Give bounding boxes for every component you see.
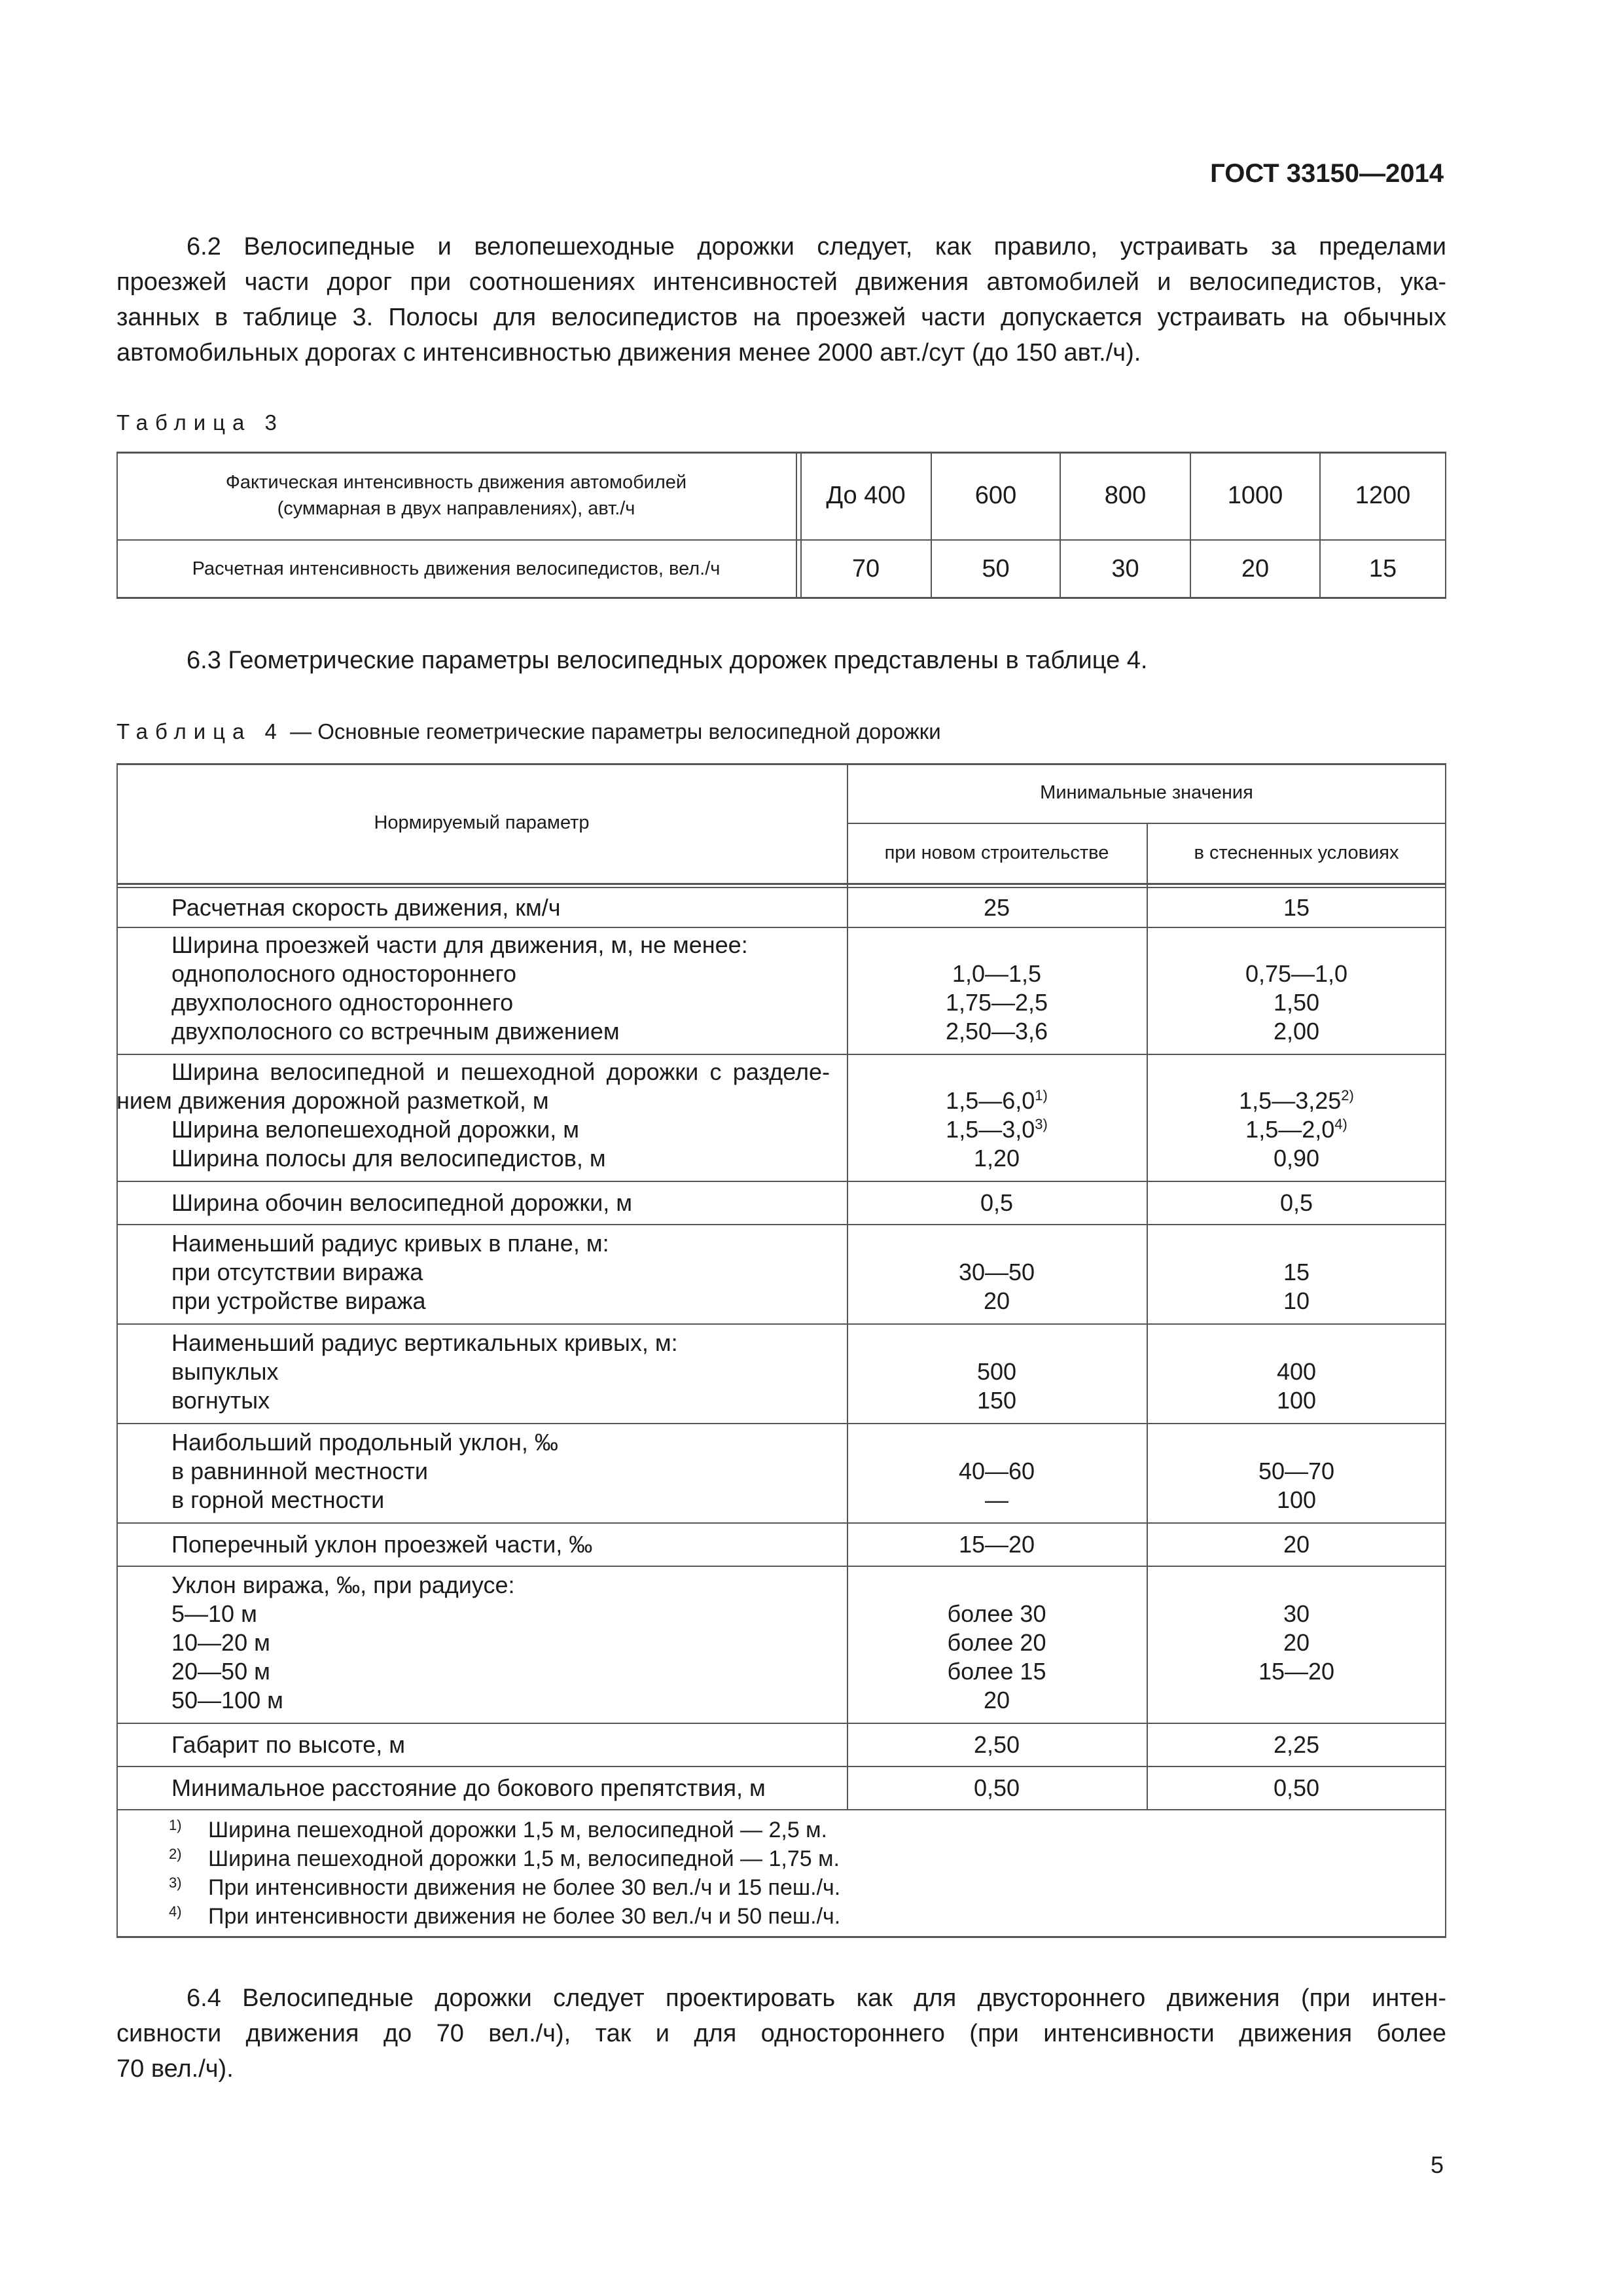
table-cell: 20 xyxy=(1241,554,1270,583)
footnote xyxy=(169,1844,840,1873)
cell-text: 5—10 м xyxy=(171,1600,257,1627)
cell-text xyxy=(847,1428,1147,1457)
table-3-caption: Таблица 3 xyxy=(116,410,284,435)
cell-text xyxy=(1147,1686,1446,1715)
para-line: сивности движения до 70 вел./ч), так и для одностороннего (при интенсивности движения более xyxy=(116,2020,1446,2047)
cell-text: 0,90 xyxy=(1273,1145,1320,1172)
page-number: 5 xyxy=(1430,2151,1444,2178)
paragraph-6-2 xyxy=(116,229,1446,370)
cell-text xyxy=(1147,1428,1446,1457)
cell-text: Ширина велопешеходной дорожки, м xyxy=(171,1116,579,1143)
cell-text: более 30 xyxy=(947,1600,1046,1627)
cell-text: Ширина велосипедной и пешеходной дорожки с разделе- xyxy=(171,1058,830,1085)
cell-text: 50—100 м xyxy=(171,1687,283,1713)
cell-text: 15 xyxy=(1283,1259,1310,1285)
cell-text: Ширина проезжей части для движения, м, не менее: xyxy=(171,931,748,958)
cell-text: 0,75—1,0 xyxy=(1245,960,1348,987)
cell-text: 10—20 м xyxy=(171,1629,270,1656)
footnote xyxy=(169,1873,840,1902)
cell-text: 20 xyxy=(1283,1531,1310,1558)
cell-text: 20 xyxy=(983,1287,1010,1314)
cell-text: Расчетная скорость движения, км/ч xyxy=(171,894,561,921)
cell-text: 500 xyxy=(976,1358,1017,1385)
table-3 xyxy=(116,452,1446,599)
column-header-min-values: Минимальные значения xyxy=(1040,782,1253,803)
para-line: занных в таблице 3. Полосы для велосипедистов на проезжей части допускается устраивать на обычных xyxy=(116,304,1446,331)
column-header-new-construction: при новом строительстве xyxy=(884,842,1109,863)
cell-text: двухполосного со встречным движением xyxy=(171,1018,620,1045)
cell-text: двухполосного одностороннего xyxy=(171,989,514,1016)
cell-text: Поперечный уклон проезжей части, ‰ xyxy=(171,1531,593,1558)
table-4-caption-title: — Основные геометрические параметры велосипедной дорожки xyxy=(283,719,941,744)
footnote-number: 2) xyxy=(169,1846,182,1862)
footnote-text: Ширина пешеходной дорожки 1,5 м, велосипедной — 2,5 м. xyxy=(208,1818,828,1842)
para-line: 6.2 Велосипедные и велопешеходные дорожки следует, как правило, устраивать за пределами xyxy=(187,233,1446,260)
cell-text: при устройстве виража xyxy=(171,1287,426,1314)
cell-text: выпуклых xyxy=(171,1358,279,1385)
cell-text: 30—50 xyxy=(958,1259,1035,1285)
cell-text xyxy=(1147,1229,1446,1258)
para-line: 6.4 Велосипедные дорожки следует проектировать как для двустороннего движения (при интен- xyxy=(187,1984,1446,2012)
cell-text: 2,50—3,6 xyxy=(945,1018,1048,1045)
cell-text: 2,00 xyxy=(1273,1018,1320,1045)
footnote-ref: 3) xyxy=(1035,1116,1048,1132)
cell-text: 0,50 xyxy=(1273,1774,1320,1801)
footnote-text: При интенсивности движения не более 30 вел./ч и 50 пеш./ч. xyxy=(208,1904,841,1929)
table-4-caption xyxy=(116,717,941,746)
cell-text xyxy=(1147,1571,1446,1600)
cell-text xyxy=(847,1058,1147,1086)
column-header-param: Нормируемый параметр xyxy=(374,812,590,833)
cell-text: вогнутых xyxy=(171,1387,270,1414)
cell-text: — xyxy=(985,1486,1008,1513)
label-line: Фактическая интенсивность движения автомобилей xyxy=(225,472,687,493)
cell-text xyxy=(847,1571,1147,1600)
cell-text: 1,5—6,0 xyxy=(946,1087,1035,1114)
cell-text: Наименьший радиус вертикальных кривых, м: xyxy=(171,1329,678,1356)
cell-text: 40—60 xyxy=(958,1458,1035,1484)
cell-text: 1,20 xyxy=(973,1145,1020,1172)
cell-text: 0,50 xyxy=(973,1774,1020,1801)
table-cell: 70 xyxy=(851,554,880,583)
cell-text: при отсутствии виража xyxy=(171,1259,423,1285)
cell-text: 15—20 xyxy=(958,1531,1035,1558)
cell-text xyxy=(1147,1058,1446,1086)
cell-text: Ширина полосы для велосипедистов, м xyxy=(171,1145,606,1172)
table-cell: 600 xyxy=(974,481,1017,509)
footnote-ref: 4) xyxy=(1334,1116,1347,1132)
cell-text: 1,0—1,5 xyxy=(952,960,1042,987)
cell-text xyxy=(847,1329,1147,1357)
cell-text xyxy=(847,1229,1147,1258)
cell-text: 15—20 xyxy=(1258,1658,1335,1685)
table-cell: 50 xyxy=(982,554,1010,583)
table-cell: 30 xyxy=(1111,554,1139,583)
table-4 xyxy=(116,763,1446,1938)
cell-text: 1,5—2,0 xyxy=(1245,1116,1335,1143)
footnote xyxy=(169,1902,840,1931)
cell-text xyxy=(847,931,1147,960)
footnote-number: 3) xyxy=(169,1874,182,1891)
paragraph-6-3: 6.3 Геометрические параметры велосипедных дорожек представлены в таблице 4. xyxy=(187,647,1148,674)
para-line: проезжей части дорог при соотношениях интенсивностей движения автомобилей и велосипедистов, ука- xyxy=(116,268,1446,296)
footnote xyxy=(169,1816,840,1844)
para-line: автомобильных дорогах с интенсивностью движения менее 2000 авт./сут (до 150 авт./ч). xyxy=(116,339,1141,367)
cell-text: 1,75—2,5 xyxy=(945,989,1048,1016)
cell-text xyxy=(1147,931,1446,960)
footnote-text: Ширина пешеходной дорожки 1,5 м, велосипедной — 1,75 м. xyxy=(208,1846,840,1871)
cell-text: 0,5 xyxy=(1279,1189,1313,1216)
footnote-number: 1) xyxy=(169,1817,182,1833)
table-3-row-2-label: Расчетная интенсивность движения велосипедистов, вел./ч xyxy=(192,558,721,579)
paragraph-6-4 xyxy=(116,1981,1446,2087)
cell-text: 2,50 xyxy=(973,1731,1020,1758)
cell-text: 0,5 xyxy=(980,1189,1014,1216)
cell-text: 1,5—3,25 xyxy=(1239,1087,1342,1114)
document-id: ГОСТ 33150—2014 xyxy=(1210,159,1444,188)
table-4-caption-label: Таблица 4 xyxy=(116,719,284,744)
cell-text: более 15 xyxy=(947,1658,1046,1685)
table-cell: 1000 xyxy=(1227,481,1283,509)
cell-text: 1,5—3,0 xyxy=(946,1116,1035,1143)
footnote-number: 4) xyxy=(169,1903,182,1920)
table-cell: 15 xyxy=(1368,554,1397,583)
cell-text: Наименьший радиус кривых в плане, м: xyxy=(171,1230,609,1257)
cell-text: нием движения дорожной разметкой, м xyxy=(116,1087,549,1114)
cell-text: 20 xyxy=(983,1687,1010,1713)
column-header-constrained: в стесненных условиях xyxy=(1194,842,1399,863)
cell-text: 25 xyxy=(983,894,1010,921)
table-cell: 800 xyxy=(1104,481,1147,509)
cell-text: 20 xyxy=(1283,1629,1310,1656)
cell-text: 2,25 xyxy=(1273,1731,1320,1758)
cell-text: 100 xyxy=(1276,1486,1317,1513)
cell-text: Наибольший продольный уклон, ‰ xyxy=(171,1429,558,1456)
cell-text: 100 xyxy=(1276,1387,1317,1414)
cell-text: 10 xyxy=(1283,1287,1310,1314)
cell-text: 1,50 xyxy=(1273,989,1320,1016)
para-line: 70 вел./ч). xyxy=(116,2055,234,2083)
cell-text: однополосного одностороннего xyxy=(171,960,516,987)
cell-text: 50—70 xyxy=(1258,1458,1335,1484)
table-3-row-1-label xyxy=(116,452,796,539)
cell-text xyxy=(1147,1329,1446,1357)
label-line: (суммарная в двух направлениях), авт./ч xyxy=(277,498,635,519)
cell-text: более 20 xyxy=(947,1629,1046,1656)
cell-text: Габарит по высоте, м xyxy=(171,1731,405,1758)
cell-text: Ширина обочин велосипедной дорожки, м xyxy=(171,1189,632,1216)
footnote-ref: 1) xyxy=(1035,1087,1048,1103)
cell-text: 150 xyxy=(976,1387,1017,1414)
footnote-text: При интенсивности движения не более 30 вел./ч и 15 пеш./ч. xyxy=(208,1875,841,1900)
cell-text: 400 xyxy=(1276,1358,1317,1385)
cell-text: в равнинной местности xyxy=(171,1458,428,1484)
table-4-footnotes xyxy=(169,1816,840,1931)
cell-text: 15 xyxy=(1283,894,1310,921)
cell-text: Минимальное расстояние до бокового препятствия, м xyxy=(171,1774,766,1801)
cell-text: Уклон виража, ‰, при радиусе: xyxy=(171,1571,515,1598)
footnote-ref: 2) xyxy=(1341,1087,1354,1103)
table-cell: 1200 xyxy=(1355,481,1411,509)
table-cell: До 400 xyxy=(826,481,906,509)
cell-text: 30 xyxy=(1283,1600,1310,1627)
cell-text: в горной местности xyxy=(171,1486,385,1513)
cell-text: 20—50 м xyxy=(171,1658,270,1685)
